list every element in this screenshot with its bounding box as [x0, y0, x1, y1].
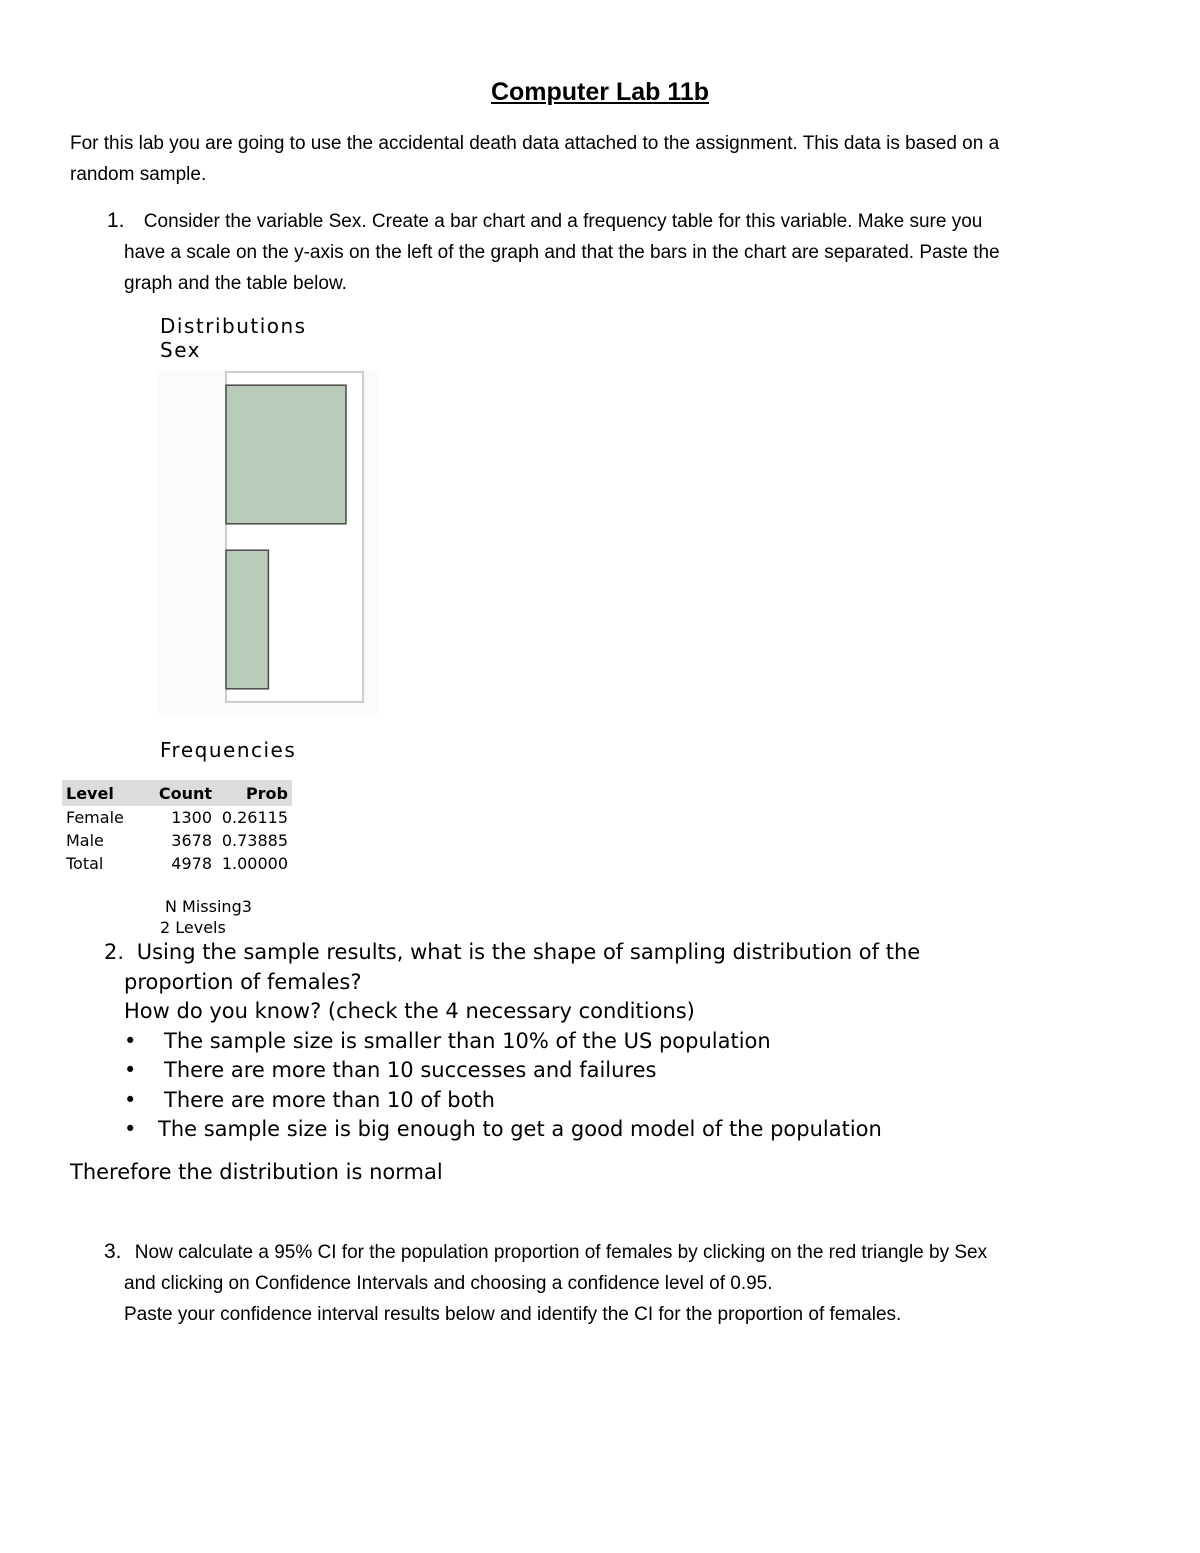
conclusion-text: Therefore the distribution is normal — [70, 1160, 443, 1184]
column-level: Level — [62, 780, 142, 806]
bullet-item — [124, 1115, 920, 1145]
frequencies-heading: Frequencies — [160, 738, 297, 762]
levels-count: 2 Levels — [160, 918, 226, 937]
page-title: Computer Lab 11b — [490, 78, 710, 106]
question-1 — [107, 205, 1000, 299]
cell-level: Female — [66, 808, 124, 827]
question-1-line-2: have a scale on the y-axis on the left of the graph and that the bars in the chart are separated. Paste the — [124, 242, 1000, 263]
bullet-text: The sample size is big enough to get a good model of the population — [158, 1117, 882, 1141]
column-count: Count — [142, 780, 216, 806]
question-3-number: 3. — [104, 1240, 122, 1263]
bar-male — [226, 385, 346, 524]
question-1-text-1: Consider the variable Sex. Create a bar chart and a frequency table for this variable. Make sure you — [143, 211, 983, 232]
cell-prob: 1.00000 — [221, 854, 288, 873]
cell-count: 3678 — [171, 831, 212, 850]
bullet-item — [124, 1056, 920, 1086]
question-3 — [104, 1236, 987, 1330]
column-prob: Prob — [216, 780, 292, 806]
question-1-line-1 — [107, 205, 1000, 237]
bullet-text: There are more than 10 successes and failures — [164, 1058, 657, 1082]
sex-bar-chart — [158, 370, 378, 715]
cell-count: 1300 — [171, 808, 212, 827]
question-3-text-1: Now calculate a 95% CI for the population proportion of females by clicking on the red triangle by Sex — [134, 1242, 988, 1263]
bullet-icon: • — [124, 1028, 137, 1053]
bullet-icon: • — [124, 1087, 137, 1112]
question-2-line-2: proportion of females? — [124, 969, 362, 994]
bullet-text: The sample size is smaller than 10% of the US population — [164, 1028, 771, 1053]
cell-prob: 0.26115 — [221, 808, 288, 827]
distributions-variable: Sex — [160, 338, 201, 362]
question-3-line-3: Paste your confidence interval results below and identify the CI for the proportion of females. — [124, 1304, 902, 1325]
cell-level: Male — [66, 831, 104, 850]
table-row — [62, 806, 292, 829]
bullet-item — [124, 1027, 920, 1057]
intro-line-1: For this lab you are going to use the accidental death data attached to the assignment. This data is based on a — [70, 133, 1000, 154]
intro-paragraph — [70, 128, 999, 190]
question-2 — [104, 938, 920, 1145]
bullet-icon: • — [124, 1058, 137, 1082]
table-row — [62, 829, 292, 852]
question-3-line-1 — [104, 1236, 987, 1268]
bar-chart-svg — [158, 370, 378, 715]
question-2-line-3: How do you know? (check the 4 necessary conditions) — [124, 999, 695, 1023]
cell-count: 4978 — [171, 854, 212, 873]
distributions-header — [160, 314, 307, 362]
question-2-text-1: Using the sample results, what is the shape of sampling distribution of the — [136, 940, 921, 964]
cell-prob: 0.73885 — [221, 831, 288, 850]
bullet-icon: • — [124, 1117, 137, 1141]
question-2-number: 2. — [104, 940, 125, 964]
distributions-heading: Distributions — [160, 314, 307, 338]
n-missing: N Missing3 — [165, 897, 252, 916]
bar-female — [226, 550, 268, 689]
frequency-table — [62, 780, 292, 875]
intro-line-2: random sample. — [70, 164, 207, 185]
bullet-text: There are more than 10 of both — [164, 1087, 495, 1112]
question-1-number: 1. — [107, 209, 125, 232]
question-3-line-2: and clicking on Confidence Intervals and choosing a confidence level of 0.95. — [124, 1273, 773, 1294]
table-row — [62, 852, 292, 875]
cell-level: Total — [66, 854, 104, 873]
frequency-table-header — [62, 780, 292, 806]
bullet-item — [124, 1086, 920, 1116]
question-2-line-1 — [104, 938, 920, 968]
question-1-line-3: graph and the table below. — [124, 273, 347, 294]
